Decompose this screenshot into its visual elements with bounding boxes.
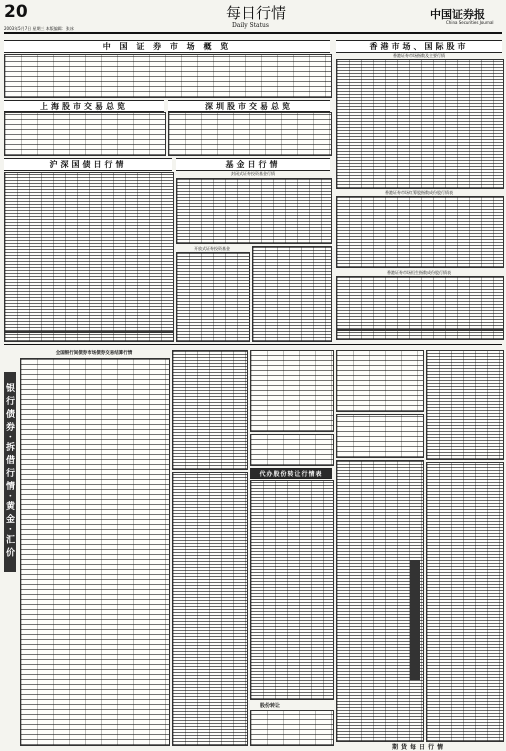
footer-title: 期货每日行情 (391, 744, 446, 751)
hk-subtitle: 香港证券市场指数及主要行情 (393, 53, 445, 58)
fund-subtitle: 封闭式证券投资基金行情 (231, 171, 275, 176)
date-line: 2003年5月7日 星期三 本版编辑：张冰 (4, 26, 74, 31)
stock-transfer-label: 股份转让 (259, 703, 280, 709)
section-china-overview: 中 国 证 券 市 场 概 览 (4, 40, 330, 53)
open-fund-table-b (252, 246, 332, 342)
newspaper-logo-sub: China Securities Journal (446, 20, 494, 25)
header-rule (4, 32, 502, 34)
mid-rule (4, 344, 502, 345)
stock-transfer-table (250, 710, 334, 746)
section-hk-intl: 香港市场、国际股市 (336, 40, 502, 53)
repo-table (250, 434, 334, 466)
sh-trading-table (4, 112, 166, 156)
newspaper-logo: 中国证券报 (430, 8, 485, 21)
china-overview-table (4, 54, 332, 98)
bond-table-footer (4, 332, 174, 342)
futures-table-d (426, 350, 504, 460)
section-sh-trading: 上海股市交易总览 (4, 100, 164, 112)
hk-hsi-table (336, 276, 504, 330)
futures-side-label (410, 560, 420, 680)
hk-index-table (336, 59, 504, 189)
closed-fund-table (176, 178, 332, 244)
hk-footer-table (336, 330, 504, 340)
hk-redchip-subtitle: 香港证券市场红筹股指数成份股行情表 (385, 190, 453, 195)
page-title: 每日行情 (226, 4, 287, 22)
fx-table (172, 472, 248, 746)
futures-table-b (336, 414, 424, 458)
interbank-table (250, 350, 334, 432)
hk-hsi-subtitle: 香港证券市场恒生指数成份股行情表 (387, 270, 451, 275)
section-sz-trading: 深圳股市交易总览 (168, 100, 330, 112)
section-fund: 基金日行情 (176, 158, 330, 171)
hk-redchip-table (336, 196, 504, 268)
agency-table (250, 480, 334, 700)
gold-table (172, 350, 248, 470)
bank-rate-table (20, 358, 170, 746)
bond-table (4, 172, 174, 332)
section-bond: 沪深国债日行情 (4, 158, 172, 171)
futures-table-e (426, 462, 504, 742)
page-subtitle: Daily Status (232, 22, 269, 29)
section-agency: 代办股份转让行情表 (250, 468, 332, 479)
open-fund-table-a (176, 252, 250, 342)
bank-side-label: 银行债券·拆借行情·黄金·汇价 (4, 372, 16, 572)
futures-table-a (336, 350, 424, 412)
open-fund-subtitle: 开放式证券投资基金 (194, 246, 230, 251)
page-number: 20 (4, 2, 28, 22)
bank-rate-title: 全国银行间债券市场债券交易结算行情 (55, 351, 133, 356)
sz-trading-table (168, 112, 332, 156)
